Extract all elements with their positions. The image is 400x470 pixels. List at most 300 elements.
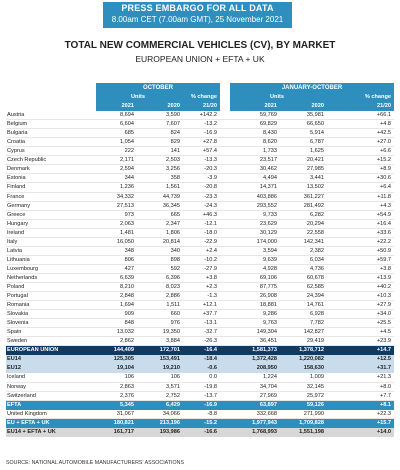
cell-jpc: +15.7 [376,419,391,426]
cell-name: EUROPEAN UNION [7,347,59,354]
table-row [6,129,394,138]
table-row-total [6,355,394,364]
cell-j21: 1,581,373 [252,347,277,354]
table-row [6,165,394,174]
cell-o21: 1,236 [120,184,134,191]
cell-opc: -16.9 [204,130,217,137]
cell-o21: 848 [124,320,134,327]
cell-j21: 4,928 [263,265,277,272]
cell-j20: 27,985 [306,166,324,173]
embargo-line-1: PRESS EMBARGO FOR ALL DATA [121,3,274,13]
cell-name: EU14 [7,356,21,363]
cell-name: Switzerland [7,392,36,399]
cell-opc: +12.1 [202,302,217,309]
cell-o21: 427 [124,265,134,272]
cell-j20: 24,394 [306,293,324,300]
header-pct-oct: % change [180,93,220,102]
cell-j21: 27,969 [259,392,277,399]
cell-opc: -1.3 [207,293,217,300]
cell-j21: 30,129 [259,229,277,236]
cell-jpc: +16.4 [376,220,391,227]
cell-opc: -15.2 [204,419,217,426]
header-pct-jan-oct: % change [324,93,394,102]
cell-j21: 9,286 [263,311,277,318]
cell-j21: 59,769 [259,112,277,119]
cell-j21: 3,594 [263,247,277,254]
cell-j21: 23,517 [259,157,277,164]
cell-jpc: +3.8 [379,265,391,272]
cell-jpc: +13.9 [376,274,391,281]
table-header-periods [6,83,394,93]
cell-j20: 1,220,082 [299,356,324,363]
table-row [6,337,394,346]
cell-o20: 3,571 [166,383,180,390]
cell-opc: -20.3 [204,166,217,173]
cell-jpc: +59.7 [376,256,391,263]
cell-o20: 153,491 [159,356,180,363]
cell-j20: 142,827 [303,329,324,336]
cell-jpc: +54.9 [376,211,391,218]
cell-j21: 69,106 [259,274,277,281]
cell-j21: 36,451 [259,338,277,345]
table-row-total [6,428,394,437]
cell-name: EFTA [7,401,22,408]
cell-opc: +142.2 [199,112,217,119]
header-jan-oct-2021: 2021 [230,102,277,111]
cell-opc: +46.3 [202,211,217,218]
table-row [6,183,394,192]
cell-name: Poland [7,283,25,290]
cell-opc: +27.8 [202,139,217,146]
cell-jpc: +14.7 [376,347,391,354]
table-row [6,292,394,301]
cell-o20: 898 [170,256,180,263]
cell-opc: -8.8 [207,410,217,417]
cell-j21: 403,886 [256,193,277,200]
cell-name: Hungary [7,220,29,227]
cell-name: Spain [7,329,22,336]
cell-j20: 1,709,828 [299,419,324,426]
cell-name: France [7,193,25,200]
cell-o20: 3,256 [166,166,180,173]
cell-jpc: +4.8 [379,121,391,128]
cell-o21: 2,594 [120,166,134,173]
table-row-total [6,419,394,428]
cell-o20: 172,701 [159,347,180,354]
cell-o21: 2,376 [120,392,134,399]
cell-j21: 69,829 [259,121,277,128]
header-october: OCTOBER [96,83,220,93]
cell-j21: 4,494 [263,175,277,182]
page-subtitle: EUROPEAN UNION + EFTA + UK [135,54,265,64]
cell-name: EU + EFTA + UK [7,419,50,426]
cell-opc: -18.0 [204,229,217,236]
cell-o21: 161,717 [113,428,134,435]
cell-opc: +2.4 [205,247,217,254]
cell-o20: 2,503 [166,157,180,164]
cell-opc: +2.3 [205,283,217,290]
cell-o21: 8,694 [120,112,134,119]
cell-o20: 824 [170,130,180,137]
cell-o21: 2,863 [120,383,134,390]
cell-o21: 2,848 [120,293,134,300]
table-row [6,220,394,229]
cell-o20: 141 [170,148,180,155]
cell-j20: 22,558 [306,229,324,236]
table-row [6,111,394,120]
cell-j20: 1,551,198 [299,428,324,435]
cell-jpc: +10.3 [376,293,391,300]
cell-jpc: +4.5 [379,329,391,336]
table-row [6,156,394,165]
source-note: SOURCE: NATIONAL AUTOMOBILE MANUFACTURERS' ASSOCIATIONS [6,460,184,466]
cell-j21: 332,668 [256,410,277,417]
cell-opc: -20.8 [204,184,217,191]
cell-j21: 174,000 [256,238,277,245]
cell-name: Iceland [7,374,26,381]
cell-o21: 973 [124,211,134,218]
cell-j20: 7,782 [310,320,324,327]
cell-j21: 23,629 [259,220,277,227]
cell-j20: 20,421 [306,157,324,164]
cell-j21: 87,775 [259,283,277,290]
table-row [6,256,394,265]
cell-jpc: +27.9 [376,302,391,309]
cell-jpc: +4.3 [379,202,391,209]
cell-o21: 6,639 [120,274,134,281]
cell-name: Belgium [7,121,28,128]
cell-name: Slovenia [7,320,29,327]
cell-name: Lithuania [7,256,30,263]
cell-j20: 13,502 [306,184,324,191]
cell-o20: 20,814 [162,238,180,245]
table-row [6,265,394,274]
cell-o20: 44,739 [162,193,180,200]
embargo-line-2: 8.00am CET (7.00am GMT), 25 November 2021 [111,15,284,24]
cell-o21: 2,171 [120,157,134,164]
cell-opc: -19.8 [204,383,217,390]
cell-j20: 1,009 [310,374,324,381]
cell-o20: 660 [170,311,180,318]
cell-jpc: +34.0 [376,311,391,318]
cell-j20: 59,126 [306,401,324,408]
cell-j20: 5,914 [310,130,324,137]
cell-o21: 27,513 [116,202,134,209]
cell-o21: 2,862 [120,338,134,345]
cell-jpc: +8.9 [379,166,391,173]
cell-opc: -18.4 [204,356,217,363]
cell-o20: 829 [170,139,180,146]
cell-jpc: +31.7 [376,365,391,372]
cell-o20: 7,607 [166,121,180,128]
header-jan-oct-period: 21/20 [324,102,394,111]
cell-j20: 158,630 [303,365,324,372]
cell-opc: -16.6 [204,428,217,435]
cell-o21: 222 [124,148,134,155]
cell-opc: -12.1 [204,220,217,227]
table-header-units [6,93,394,102]
cell-o20: 2,752 [166,392,180,399]
cell-opc: -10.2 [204,256,217,263]
cell-name: Bulgaria [7,130,28,137]
cell-o21: 806 [124,256,134,263]
cell-name: Austria [7,112,25,119]
cell-opc: -27.9 [204,265,217,272]
cell-name: Romania [7,302,30,309]
cell-o20: 19,350 [162,329,180,336]
cell-o21: 2,063 [120,220,134,227]
table-row [6,238,394,247]
cell-name: Czech Republic [7,157,47,164]
cell-j21: 1,977,943 [252,419,277,426]
cell-j20: 20,294 [306,220,324,227]
cell-name: EU12 [7,365,21,372]
table-row [6,383,394,392]
cell-o20: 19,210 [162,365,180,372]
cell-o21: 8,210 [120,283,134,290]
cell-o21: 144,409 [113,347,134,354]
cell-j21: 9,733 [263,211,277,218]
cell-j20: 1,625 [310,148,324,155]
cell-jpc: +11.8 [377,193,391,200]
cell-o21: 16,050 [116,238,134,245]
embargo-banner [103,2,292,28]
table-row [6,211,394,220]
header-oct-period: 21/20 [180,102,220,111]
cell-j21: 8,620 [263,139,277,146]
table-row-total [6,401,394,410]
cell-o21: 19,104 [116,365,134,372]
cell-jpc: +33.6 [376,229,391,236]
cell-jpc: +27.0 [376,139,391,146]
cell-name: Finland [7,184,26,191]
cell-o21: 180,821 [113,419,134,426]
cell-j20: 6,787 [310,139,324,146]
cell-o21: 1,054 [120,139,134,146]
table-row-total [6,346,394,355]
table-row-total [6,364,394,373]
cell-jpc: +6.6 [379,148,391,155]
table-row [6,283,394,292]
cell-jpc: +22.3 [376,410,391,417]
cell-j21: 9,639 [263,256,277,263]
cell-o20: 6,396 [166,274,180,281]
cell-jpc: +8.0 [379,383,391,390]
header-jan-oct: JANUARY-OCTOBER [230,83,394,93]
cell-j20: 1,378,712 [299,347,324,354]
table-row [6,319,394,328]
cell-opc: -24.3 [204,202,217,209]
table-row [6,120,394,129]
cell-jpc: +50.9 [376,247,391,254]
cell-j20: 6,928 [310,311,324,318]
cell-o20: 340 [170,247,180,254]
cell-j21: 63,897 [259,401,277,408]
cell-j20: 2,382 [310,247,324,254]
cell-j20: 35,981 [306,112,324,119]
cell-j20: 25,972 [306,392,324,399]
cell-o21: 34,332 [116,193,134,200]
cell-o21: 685 [124,130,134,137]
cell-j21: 293,552 [256,202,277,209]
table-row [6,392,394,401]
table-row [6,229,394,238]
cell-jpc: +30.6 [376,175,391,182]
cell-o21: 31,067 [116,410,134,417]
cell-name: Latvia [7,247,22,254]
cell-opc: +37.7 [202,311,217,318]
cell-j21: 30,462 [259,166,277,173]
table-row [6,174,394,183]
cell-jpc: +14.0 [376,428,391,435]
cell-j20: 29,419 [306,338,324,345]
cell-o21: 909 [124,311,134,318]
cell-o20: 1,511 [166,302,180,309]
cell-j20: 6,282 [310,211,324,218]
cell-j21: 9,763 [263,320,277,327]
cell-name: Sweden [7,338,28,345]
cell-name: Slovakia [7,311,29,318]
page-title: TOTAL NEW COMMERCIAL VEHICLES (CV), BY MARKET [64,40,336,51]
table-row [6,138,394,147]
cell-name: Germany [7,202,31,209]
table-row [6,193,394,202]
cell-o21: 125,305 [113,356,134,363]
cell-j20: 361,227 [303,193,324,200]
cell-j21: 1,733 [263,148,277,155]
header-jan-oct-2020: 2020 [277,102,324,111]
cell-o20: 592 [170,265,180,272]
cell-jpc: +66.1 [376,112,391,119]
cell-name: Italy [7,238,18,245]
cell-j21: 34,704 [259,383,277,390]
cell-j21: 1,768,993 [252,428,277,435]
cell-o20: 106 [170,374,180,381]
cell-o21: 106 [124,374,134,381]
cell-o20: 2,347 [166,220,180,227]
cell-jpc: +42.5 [376,130,391,137]
table-row [6,310,394,319]
cell-name: Estonia [7,175,26,182]
cell-name: Luxembourg [7,265,39,272]
cell-opc: -0.6 [207,365,217,372]
table-row [6,247,394,256]
cell-j20: 62,585 [306,283,324,290]
table-header-years [6,102,394,111]
cell-o20: 2,886 [166,293,180,300]
cell-jpc: +23.9 [376,338,391,345]
cell-opc: -32.7 [204,329,217,336]
cell-o20: 3,590 [166,112,180,119]
table-row [6,373,394,382]
table-row [6,301,394,310]
table-row [6,274,394,283]
cell-o20: 213,196 [159,419,180,426]
cell-o20: 193,986 [159,428,180,435]
cell-name: Croatia [7,139,26,146]
cell-j21: 149,304 [256,329,277,336]
cell-o20: 665 [170,211,180,218]
cell-name: Norway [7,383,26,390]
cell-o21: 5,345 [120,401,134,408]
cell-o20: 6,429 [166,401,180,408]
cell-o20: 358 [170,175,180,182]
cell-jpc: +15.2 [376,157,391,164]
cell-opc: -3.9 [207,175,217,182]
cell-o20: 8,023 [166,283,180,290]
cell-jpc: +22.2 [376,238,391,245]
cell-j21: 14,371 [259,184,277,191]
header-units-oct: Units [96,93,180,102]
cell-jpc: +21.3 [376,374,391,381]
cell-j21: 1,224 [263,374,277,381]
cell-j20: 60,678 [306,274,324,281]
cell-opc: -13.7 [204,392,217,399]
cell-j21: 8,430 [263,130,277,137]
cell-name: Greece [7,211,26,218]
cell-opc: 0.0 [209,374,217,381]
cell-name: Denmark [7,166,30,173]
cell-o21: 13,032 [116,329,134,336]
header-oct-2021: 2021 [96,102,134,111]
cell-opc: -26.3 [204,338,217,345]
cell-o20: 34,066 [162,410,180,417]
cell-o21: 6,604 [120,121,134,128]
cell-j20: 142,341 [303,238,324,245]
cell-jpc: +6.4 [379,184,391,191]
cell-o20: 1,561 [166,184,180,191]
cell-name: Cyprus [7,148,25,155]
cell-opc: +3.8 [205,274,217,281]
cell-jpc: +12.5 [376,356,391,363]
cell-jpc: +8.1 [379,401,391,408]
registrations-table [6,83,394,437]
table-body [6,111,394,437]
cell-jpc: +25.5 [376,320,391,327]
cell-o20: 36,345 [162,202,180,209]
cell-name: Netherlands [7,274,38,281]
cell-o20: 3,884 [166,338,180,345]
cell-o21: 348 [124,247,134,254]
cell-j20: 6,034 [310,256,324,263]
cell-jpc: +40.2 [376,283,391,290]
cell-opc: -23.3 [204,193,217,200]
cell-opc: -13.1 [204,320,217,327]
table-row [6,410,394,419]
header-oct-2020: 2020 [134,102,180,111]
cell-o21: 344 [124,175,134,182]
cell-j20: 32,145 [306,383,324,390]
cell-opc: -22.9 [204,238,217,245]
cell-j20: 66,650 [306,121,324,128]
cell-o20: 976 [170,320,180,327]
cell-j21: 208,950 [256,365,277,372]
cell-j20: 271,990 [303,410,324,417]
header-units-jan-oct: Units [230,93,324,102]
cell-opc: +57.4 [202,148,217,155]
cell-j21: 18,881 [259,302,277,309]
cell-jpc: +7.7 [379,392,391,399]
cell-o20: 1,806 [166,229,180,236]
cell-name: Ireland [7,229,25,236]
cell-j20: 4,736 [310,265,324,272]
cell-opc: -13.2 [204,121,217,128]
cell-j20: 3,441 [310,175,324,182]
cell-o21: 1,694 [120,302,134,309]
cell-name: EU14 + EFTA + UK [7,428,56,435]
cell-name: Portugal [7,293,28,300]
cell-j20: 281,492 [303,202,324,209]
